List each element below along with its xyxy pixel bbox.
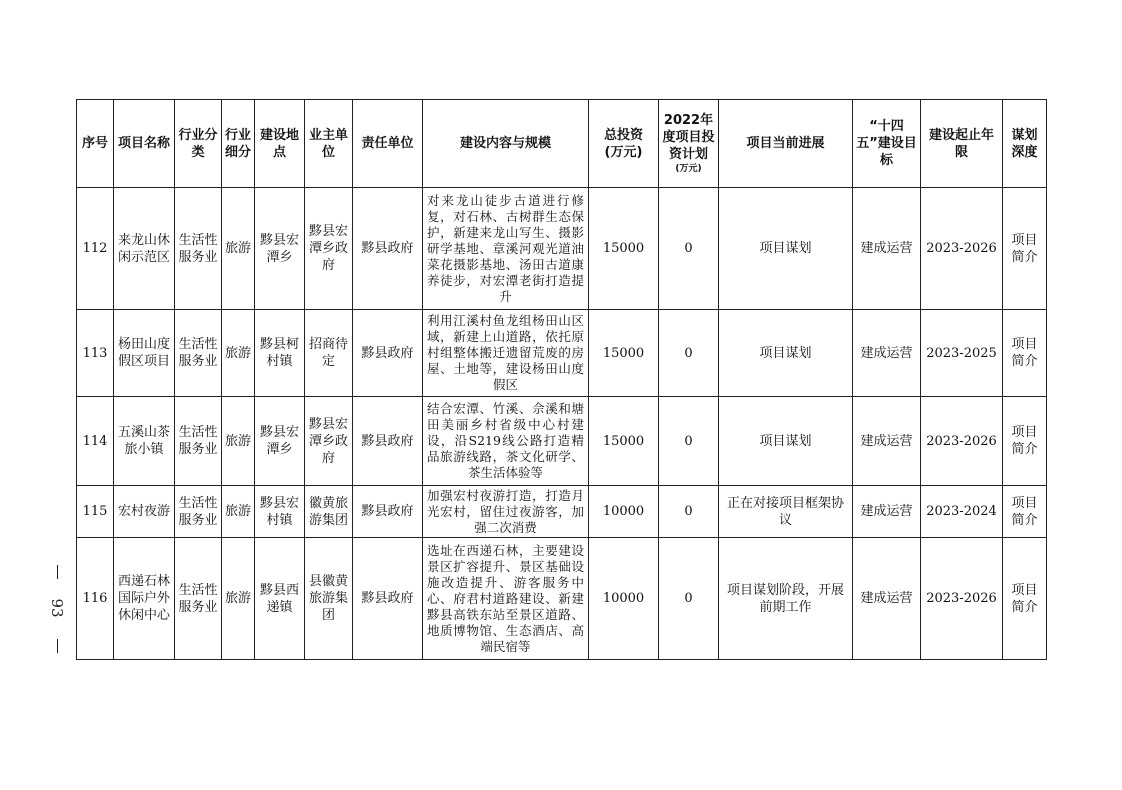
cell-location: 黟县宏村镇: [255, 486, 305, 538]
header-investment: [589, 100, 659, 188]
cell-period: 2023-2024: [921, 486, 1003, 538]
cell-depth: 项目简介: [1003, 188, 1047, 310]
cell-seq: 113: [77, 310, 114, 397]
cell-goal: 建成运营: [853, 188, 921, 310]
cell-investment: 10000: [589, 538, 659, 660]
cell-owner: 县徽黄旅游集团: [305, 538, 353, 660]
header-location: 建设地点: [255, 100, 305, 188]
header-investment-label: 总投资: [603, 127, 643, 143]
cell-progress: 项目谋划: [719, 188, 853, 310]
cell-industry: 生活性服务业: [175, 486, 222, 538]
cell-name: 来龙山休闲示范区: [114, 188, 175, 310]
cell-name: 杨田山度假区项目: [114, 310, 175, 397]
cell-owner: 招商待定: [305, 310, 353, 397]
cell-period: 2023-2026: [921, 538, 1003, 660]
cell-seq: 114: [77, 397, 114, 486]
cell-location: 黟县宏潭乡: [255, 188, 305, 310]
cell-investment: 15000: [589, 310, 659, 397]
cell-sub-industry: 旅游: [222, 310, 255, 397]
cell-depth: 项目简介: [1003, 310, 1047, 397]
cell-depth: 项目简介: [1003, 486, 1047, 538]
cell-depth: 项目简介: [1003, 397, 1047, 486]
cell-name: 宏村夜游: [114, 486, 175, 538]
cell-progress: 项目谋划: [719, 310, 853, 397]
cell-period: 2023-2026: [921, 397, 1003, 486]
cell-seq: 112: [77, 188, 114, 310]
cell-depth: 项目简介: [1003, 538, 1047, 660]
header-plan-label: 2022年度项目投资计划: [662, 113, 715, 162]
cell-location: 黟县柯村镇: [255, 310, 305, 397]
cell-location: 黟县宏潭乡: [255, 397, 305, 486]
header-responsible: 责任单位: [353, 100, 423, 188]
header-seq: 序号: [77, 100, 114, 188]
header-name: 项目名称: [114, 100, 175, 188]
cell-responsible: 黟县政府: [353, 538, 423, 660]
header-goal: “十四五”建设目标: [853, 100, 921, 188]
cell-plan: 0: [659, 538, 719, 660]
cell-content: 加强宏村夜游打造，打造月光宏村，留住过夜游客，加强二次消费: [423, 486, 589, 538]
page-number-dash-top: [57, 565, 58, 579]
cell-location: 黟县西递镇: [255, 538, 305, 660]
cell-responsible: 黟县政府: [353, 188, 423, 310]
cell-responsible: 黟县政府: [353, 486, 423, 538]
cell-goal: 建成运营: [853, 397, 921, 486]
cell-progress: 正在对接项目框架协议: [719, 486, 853, 538]
cell-sub-industry: 旅游: [222, 397, 255, 486]
cell-goal: 建成运营: [853, 486, 921, 538]
cell-seq: 116: [77, 538, 114, 660]
cell-content: 对来龙山徒步古道进行修复，对石林、古树群生态保护，新建来龙山写生、摄影研学基地、章溪河观光道油菜花摄影基地、汤田古道康养徒步，对宏潭老街打造提升: [423, 188, 589, 310]
cell-progress: 项目谋划: [719, 397, 853, 486]
cell-owner: 黟县宏潭乡政府: [305, 397, 353, 486]
cell-responsible: 黟县政府: [353, 397, 423, 486]
header-owner: 业主单位: [305, 100, 353, 188]
cell-goal: 建成运营: [853, 310, 921, 397]
cell-period: 2023-2026: [921, 188, 1003, 310]
cell-period: 2023-2025: [921, 310, 1003, 397]
header-depth: 谋划深度: [1003, 100, 1047, 188]
cell-content: 结合宏潭、竹溪、佘溪和塘田美丽乡村省级中心村建设，沿S219线公路打造精品旅游线路，茶文化研学、茶生活体验等: [423, 397, 589, 486]
cell-goal: 建成运营: [853, 538, 921, 660]
cell-sub-industry: 旅游: [222, 486, 255, 538]
cell-industry: 生活性服务业: [175, 397, 222, 486]
cell-content: 选址在西递石林，主要建设景区扩容提升、景区基础设施改造提升、游客服务中 心、府君村道路建设、新建黟县高铁东站至景区道路、地质博物馆、生态酒店、高端民宿等: [423, 538, 589, 660]
page-number-dash-bottom: [57, 639, 58, 653]
page-number-value: 93: [48, 598, 66, 618]
header-sub-industry: 行业细分: [222, 100, 255, 188]
cell-plan: 0: [659, 486, 719, 538]
cell-industry: 生活性服务业: [175, 310, 222, 397]
cell-industry: 生活性服务业: [175, 188, 222, 310]
cell-sub-industry: 旅游: [222, 538, 255, 660]
table-row: [77, 397, 1047, 486]
header-content: 建设内容与规模: [423, 100, 589, 188]
header-plan-unit: (万元): [675, 164, 702, 174]
cell-content: 利用江溪村鱼龙组杨田山区域，新建上山道路，依托原村组整体搬迁遗留荒废的房屋、土地等，建设杨田山度假区: [423, 310, 589, 397]
cell-investment: 15000: [589, 188, 659, 310]
cell-plan: 0: [659, 188, 719, 310]
header-period: 建设起止年限: [921, 100, 1003, 188]
header-plan: [659, 100, 719, 188]
cell-industry: 生活性服务业: [175, 538, 222, 660]
project-table: [76, 99, 1047, 660]
cell-sub-industry: 旅游: [222, 188, 255, 310]
cell-investment: 15000: [589, 397, 659, 486]
header-investment-unit: (万元): [604, 144, 643, 160]
cell-responsible: 黟县政府: [353, 310, 423, 397]
table-row: [77, 538, 1047, 660]
table-row: [77, 486, 1047, 538]
cell-name: 五溪山茶旅小镇: [114, 397, 175, 486]
header-progress: 项目当前进展: [719, 100, 853, 188]
table-row: [77, 310, 1047, 397]
cell-investment: 10000: [589, 486, 659, 538]
cell-owner: 徽黄旅游集团: [305, 486, 353, 538]
cell-plan: 0: [659, 310, 719, 397]
table-row: [77, 188, 1047, 310]
header-row: [77, 100, 1047, 188]
cell-name: 西递石林国际户外休闲中心: [114, 538, 175, 660]
cell-progress: 项目谋划阶段，开展前期工作: [719, 538, 853, 660]
cell-plan: 0: [659, 397, 719, 486]
header-industry: 行业分类: [175, 100, 222, 188]
cell-seq: 115: [77, 486, 114, 538]
cell-owner: 黟县宏潭乡政府: [305, 188, 353, 310]
page-number: [44, 565, 74, 655]
